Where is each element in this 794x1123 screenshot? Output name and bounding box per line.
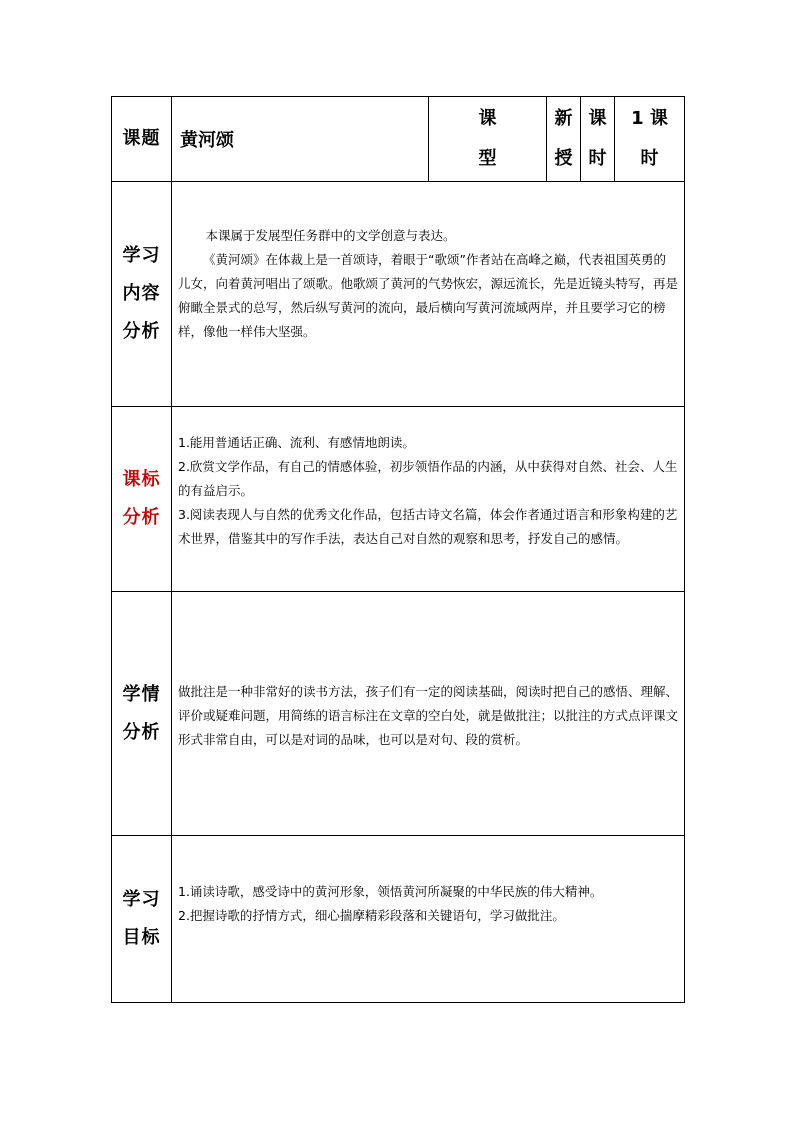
standards-analysis-row xyxy=(112,407,685,592)
standards-item-2: 2.欣赏文学作品，有自己的情感体验，初步领悟作品的内涵，从中获得对自然、社会、人生的有益启示。 xyxy=(178,459,678,498)
class-period-label-line-2: 时 xyxy=(588,148,607,169)
learner-analysis-para: 做批注是一种非常好的读书方法，孩子们有一定的阅读基础，阅读时把自己的感悟、理解、评价或疑难问题，用简练的语言标注在文章的空白处，就是做批注；以批注的方式点评课文形式非常自由，可以是对词的品味，也可以是对句、段的赏析。 xyxy=(178,684,679,747)
objectives-row xyxy=(112,836,685,1003)
objective-item-2: 2.把握诗歌的抒情方式，细心揣摩精彩段落和关键语句，学习做批注。 xyxy=(178,908,565,923)
standards-analysis-label: 课标 分析 xyxy=(112,407,172,592)
learner-analysis-label: 学情 分析 xyxy=(112,592,172,836)
learner-analysis-text xyxy=(172,592,685,836)
content-analysis-label: 学习 内容 分析 xyxy=(112,182,172,407)
lesson-type-label-line-2: 型 xyxy=(478,148,497,169)
content-analysis-row xyxy=(112,182,685,407)
lesson-title: 黄河颂 xyxy=(172,97,429,182)
class-period-label xyxy=(581,97,615,182)
class-period-value-line-2: 时 xyxy=(640,148,659,169)
standards-analysis-text xyxy=(172,407,685,592)
lesson-type-value-line-1: 新 xyxy=(554,108,573,129)
objective-item-1: 1.诵读诗歌，感受诗中的黄河形象，领悟黄河所凝聚的中华民族的伟大精神。 xyxy=(178,884,603,899)
standards-item-3: 3.阅读表现人与自然的优秀文化作品，包括古诗文名篇，体会作者通过语言和形象构建的艺术世界，借鉴其中的写作手法，表达自己对自然的观察和思考，抒发自己的感情。 xyxy=(178,507,678,546)
subject-label: 课题 xyxy=(112,97,172,182)
objectives-text xyxy=(172,836,685,1003)
lesson-type-label xyxy=(429,97,547,182)
lesson-type-label-line-1: 课 xyxy=(478,108,497,129)
standards-item-1: 1.能用普通话正确、流利、有感情地朗读。 xyxy=(178,435,415,450)
class-period-value xyxy=(615,97,685,182)
content-analysis-text xyxy=(172,182,685,407)
lesson-type-value-line-2: 授 xyxy=(554,148,573,169)
content-analysis-para-1: 本课属于发展型任务群中的文学创意与表达。 xyxy=(205,228,456,243)
header-row xyxy=(112,97,685,182)
lesson-type-value xyxy=(547,97,581,182)
content-analysis-para-2: 《黄河颂》在体裁上是一首颂诗，着眼于“歌颂”作者站在高峰之巅，代表祖国英勇的儿女，向着黄河唱出了颂歌。他歌颂了黄河的气势恢宏，源远流长，先是近镜头特写，再是俯瞰全景式的总写，然后纵写黄河的流向，最后横向写黄河流域两岸，并且要学习它的榜样，像他一样伟大坚强。 xyxy=(178,252,679,339)
class-period-label-line-1: 课 xyxy=(588,108,607,129)
class-period-value-line-1: 1 课 xyxy=(631,108,668,129)
lesson-plan-table xyxy=(111,96,685,1003)
learner-analysis-row xyxy=(112,592,685,836)
objectives-label: 学习 目标 xyxy=(112,836,172,1003)
